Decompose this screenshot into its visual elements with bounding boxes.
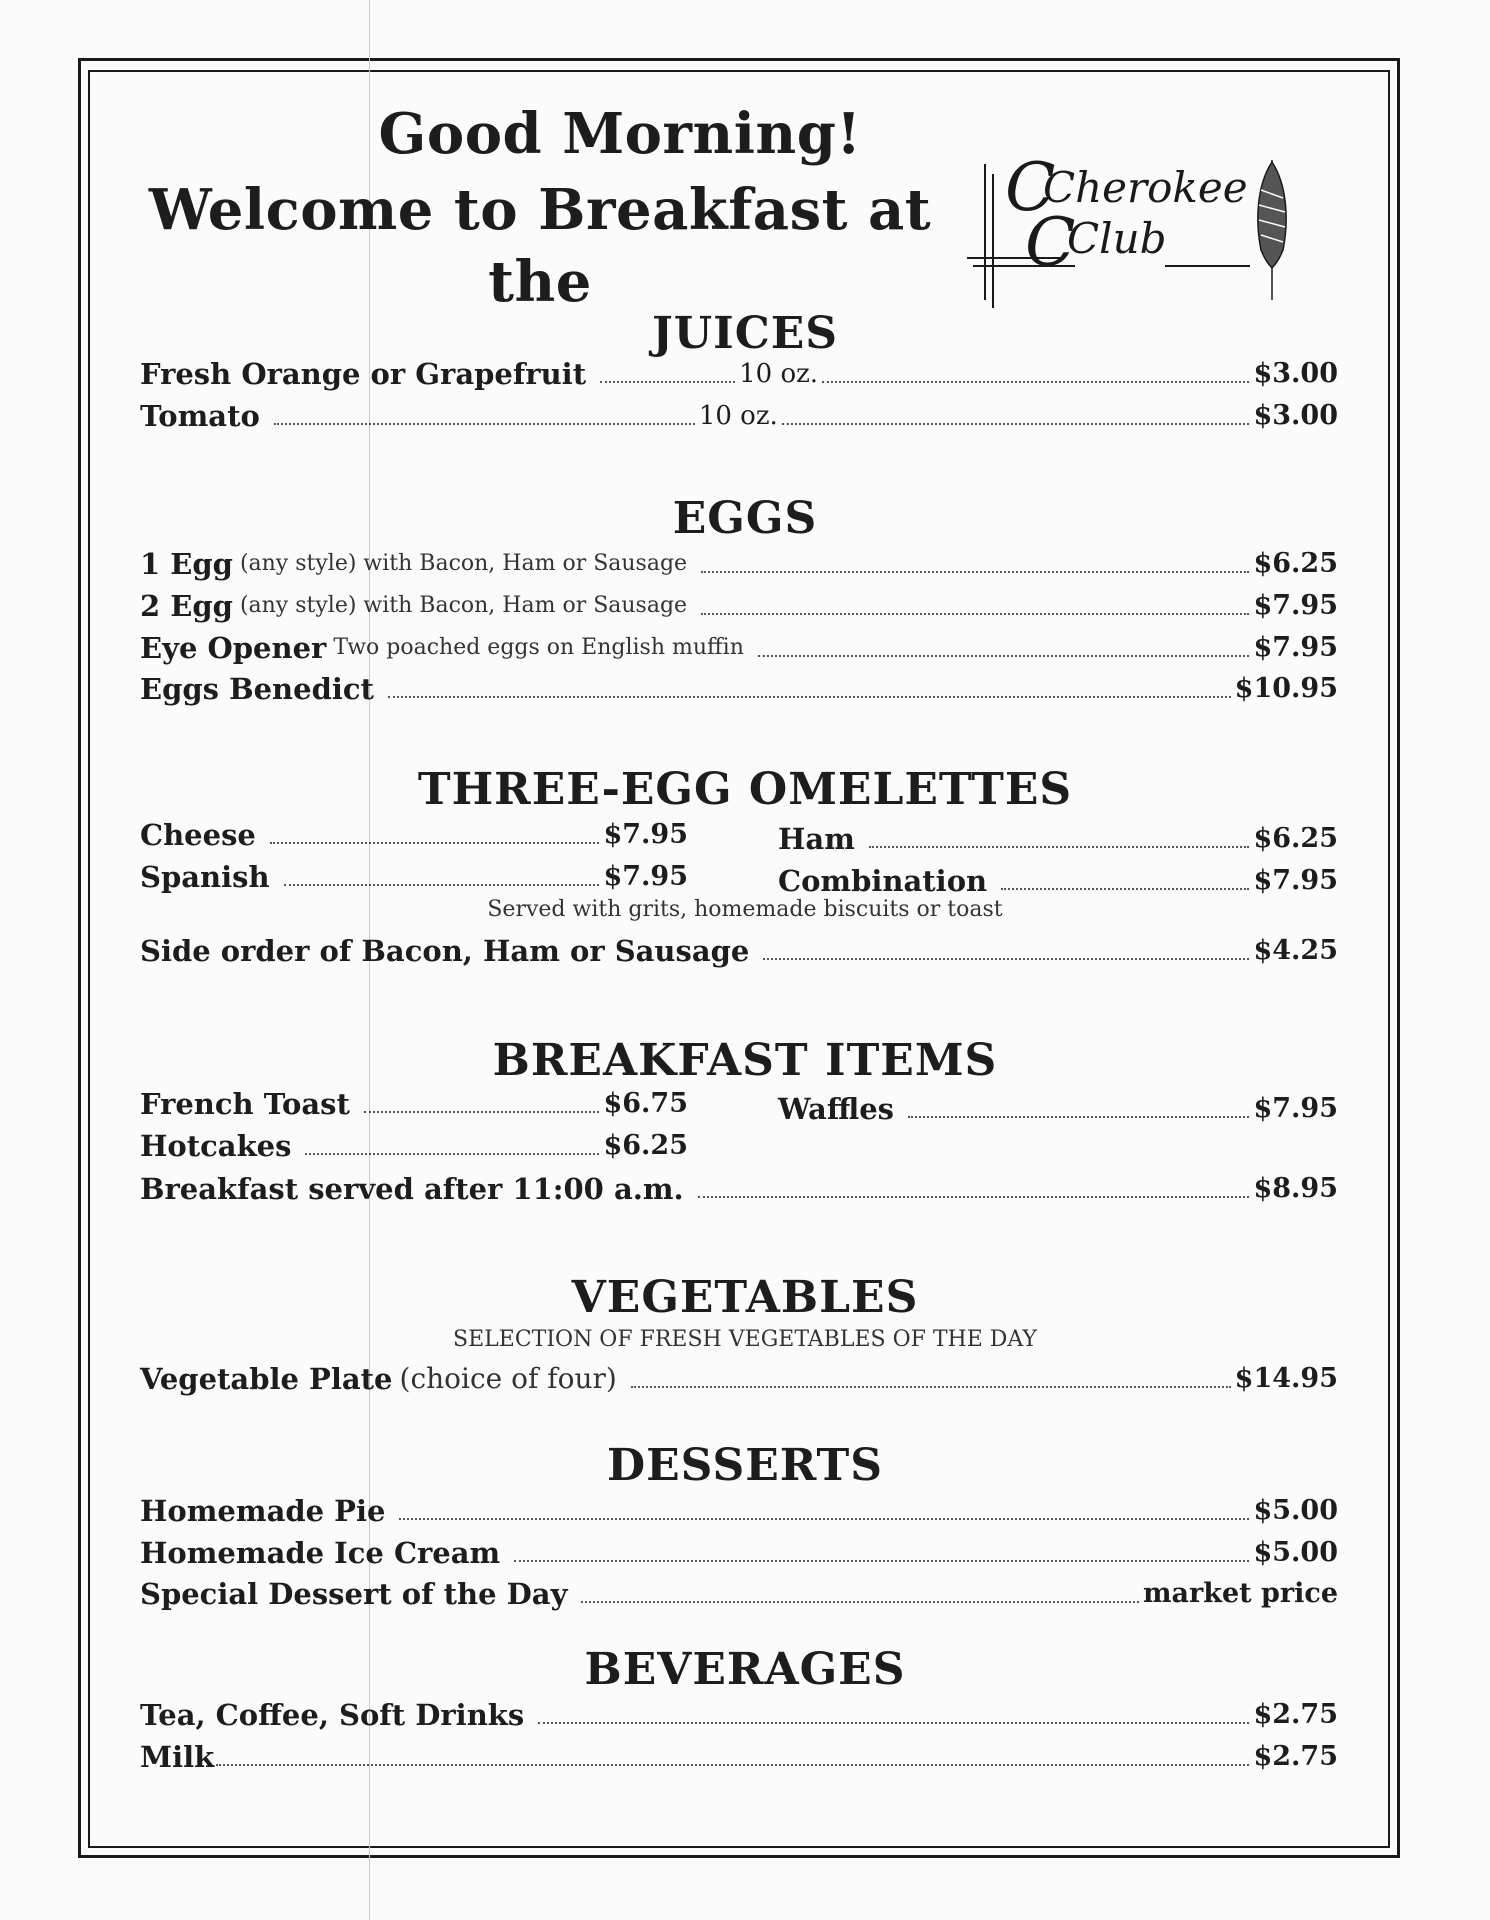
- item-price: $6.25: [603, 1130, 688, 1161]
- menu-item-row: [140, 1696, 1338, 1732]
- item-name: Cheese: [140, 818, 256, 852]
- item-price: $7.95: [1253, 590, 1338, 621]
- item-name: Side order of Bacon, Ham or Sausage: [140, 934, 750, 968]
- item-price: $7.95: [1253, 1093, 1338, 1124]
- section-title-omelettes: THREE-EGG OMELETTES: [417, 764, 1073, 815]
- menu-item-row: [140, 1360, 1338, 1396]
- menu-item-row: [140, 1170, 1338, 1206]
- menu-item-row: [140, 1575, 1338, 1611]
- menu-item-row: [140, 858, 688, 894]
- menu-item-row: [140, 587, 1338, 623]
- vegetables-note: SELECTION OF FRESH VEGETABLES OF THE DAY: [453, 1327, 1037, 1352]
- item-name: Eggs Benedict: [140, 672, 374, 706]
- item-description: (any style) with Bacon, Ham or Sausage: [239, 593, 688, 618]
- item-name: Spanish: [140, 860, 270, 894]
- greeting-title: Good Morning!: [378, 101, 862, 167]
- item-name: Combination: [778, 864, 988, 898]
- item-name: Homemade Pie: [140, 1494, 386, 1528]
- menu-item-row: [140, 816, 688, 852]
- item-name: Special Dessert of the Day: [140, 1577, 568, 1611]
- item-name: 2 Egg: [140, 589, 233, 623]
- item-name: Waffles: [778, 1092, 894, 1126]
- item-price: $3.00: [1253, 400, 1338, 431]
- item-size: 10 oz.: [739, 359, 819, 389]
- item-name: Vegetable Plate: [140, 1362, 393, 1396]
- item-price: $7.95: [603, 861, 688, 892]
- item-size: 10 oz.: [698, 401, 778, 431]
- item-price: $8.95: [1253, 1173, 1338, 1204]
- welcome-title: Welcome to Breakfast at the: [148, 177, 932, 315]
- menu-item-row: [140, 1085, 688, 1121]
- logo-word-cherokee: Cherokee: [1043, 163, 1248, 212]
- menu-item-row: [140, 1738, 1338, 1774]
- section-title-vegetables: VEGETABLES: [571, 1272, 919, 1323]
- menu-item-row: [140, 545, 1338, 581]
- item-price: $7.95: [603, 819, 688, 850]
- item-description: (any style) with Bacon, Ham or Sausage: [239, 551, 688, 576]
- item-name: 1 Egg: [140, 547, 233, 581]
- menu-item-row: [140, 1534, 1338, 1570]
- omelette-note: Served with grits, homemade biscuits or toast: [487, 897, 1003, 922]
- menu-item-row: [140, 1492, 1338, 1528]
- item-price: $3.00: [1253, 358, 1338, 389]
- item-price: $14.95: [1234, 1363, 1338, 1394]
- menu-header: [100, 98, 980, 318]
- logo-initial-c2: C: [1025, 204, 1076, 281]
- menu-item-row: [140, 629, 1338, 665]
- menu-item-row: [778, 820, 1338, 856]
- item-price: market price: [1142, 1578, 1338, 1609]
- item-price: $7.95: [1253, 632, 1338, 663]
- item-description: (choice of four): [399, 1362, 617, 1395]
- item-price: $6.75: [603, 1088, 688, 1119]
- item-name: Tea, Coffee, Soft Drinks: [140, 1698, 525, 1732]
- item-name: Eye Opener: [140, 631, 327, 665]
- item-price: $7.95: [1253, 865, 1338, 896]
- menu-item-row: [778, 1090, 1338, 1126]
- menu-item-row: [140, 397, 1338, 433]
- item-name: Milk: [140, 1740, 215, 1774]
- item-price: $2.75: [1253, 1699, 1338, 1730]
- section-title-breakfast: BREAKFAST ITEMS: [492, 1035, 998, 1086]
- item-price: $6.25: [1253, 823, 1338, 854]
- section-title-desserts: DESSERTS: [606, 1440, 884, 1491]
- item-name: Homemade Ice Cream: [140, 1536, 501, 1570]
- item-name: Hotcakes: [140, 1129, 292, 1163]
- menu-item-row: [140, 1127, 688, 1163]
- section-title-eggs: EGGS: [672, 493, 818, 544]
- section-title-beverages: BEVERAGES: [584, 1644, 906, 1695]
- item-name: French Toast: [140, 1087, 350, 1121]
- item-description: Two poached eggs on English muffin: [333, 635, 744, 660]
- menu-item-row: [778, 862, 1338, 898]
- item-price: $10.95: [1234, 673, 1338, 704]
- item-price: $2.75: [1253, 1741, 1338, 1772]
- item-name: Ham: [778, 822, 855, 856]
- feather-icon: [1258, 160, 1286, 300]
- menu-item-row: [140, 355, 1338, 391]
- cherokee-club-logo: [965, 150, 1305, 320]
- item-price: $5.00: [1253, 1537, 1338, 1568]
- item-name: Tomato: [140, 399, 260, 433]
- menu-item-row: [140, 670, 1338, 706]
- item-price: $4.25: [1253, 935, 1338, 966]
- item-name: Fresh Orange or Grapefruit: [140, 357, 587, 391]
- item-price: $6.25: [1253, 548, 1338, 579]
- item-price: $5.00: [1253, 1495, 1338, 1526]
- item-name: Breakfast served after 11:00 a.m.: [140, 1172, 684, 1206]
- logo-initial-c1: C: [1005, 150, 1056, 226]
- logo-word-club: Club: [1067, 214, 1167, 263]
- menu-item-row: [140, 932, 1338, 968]
- section-title-juices: JUICES: [651, 308, 839, 359]
